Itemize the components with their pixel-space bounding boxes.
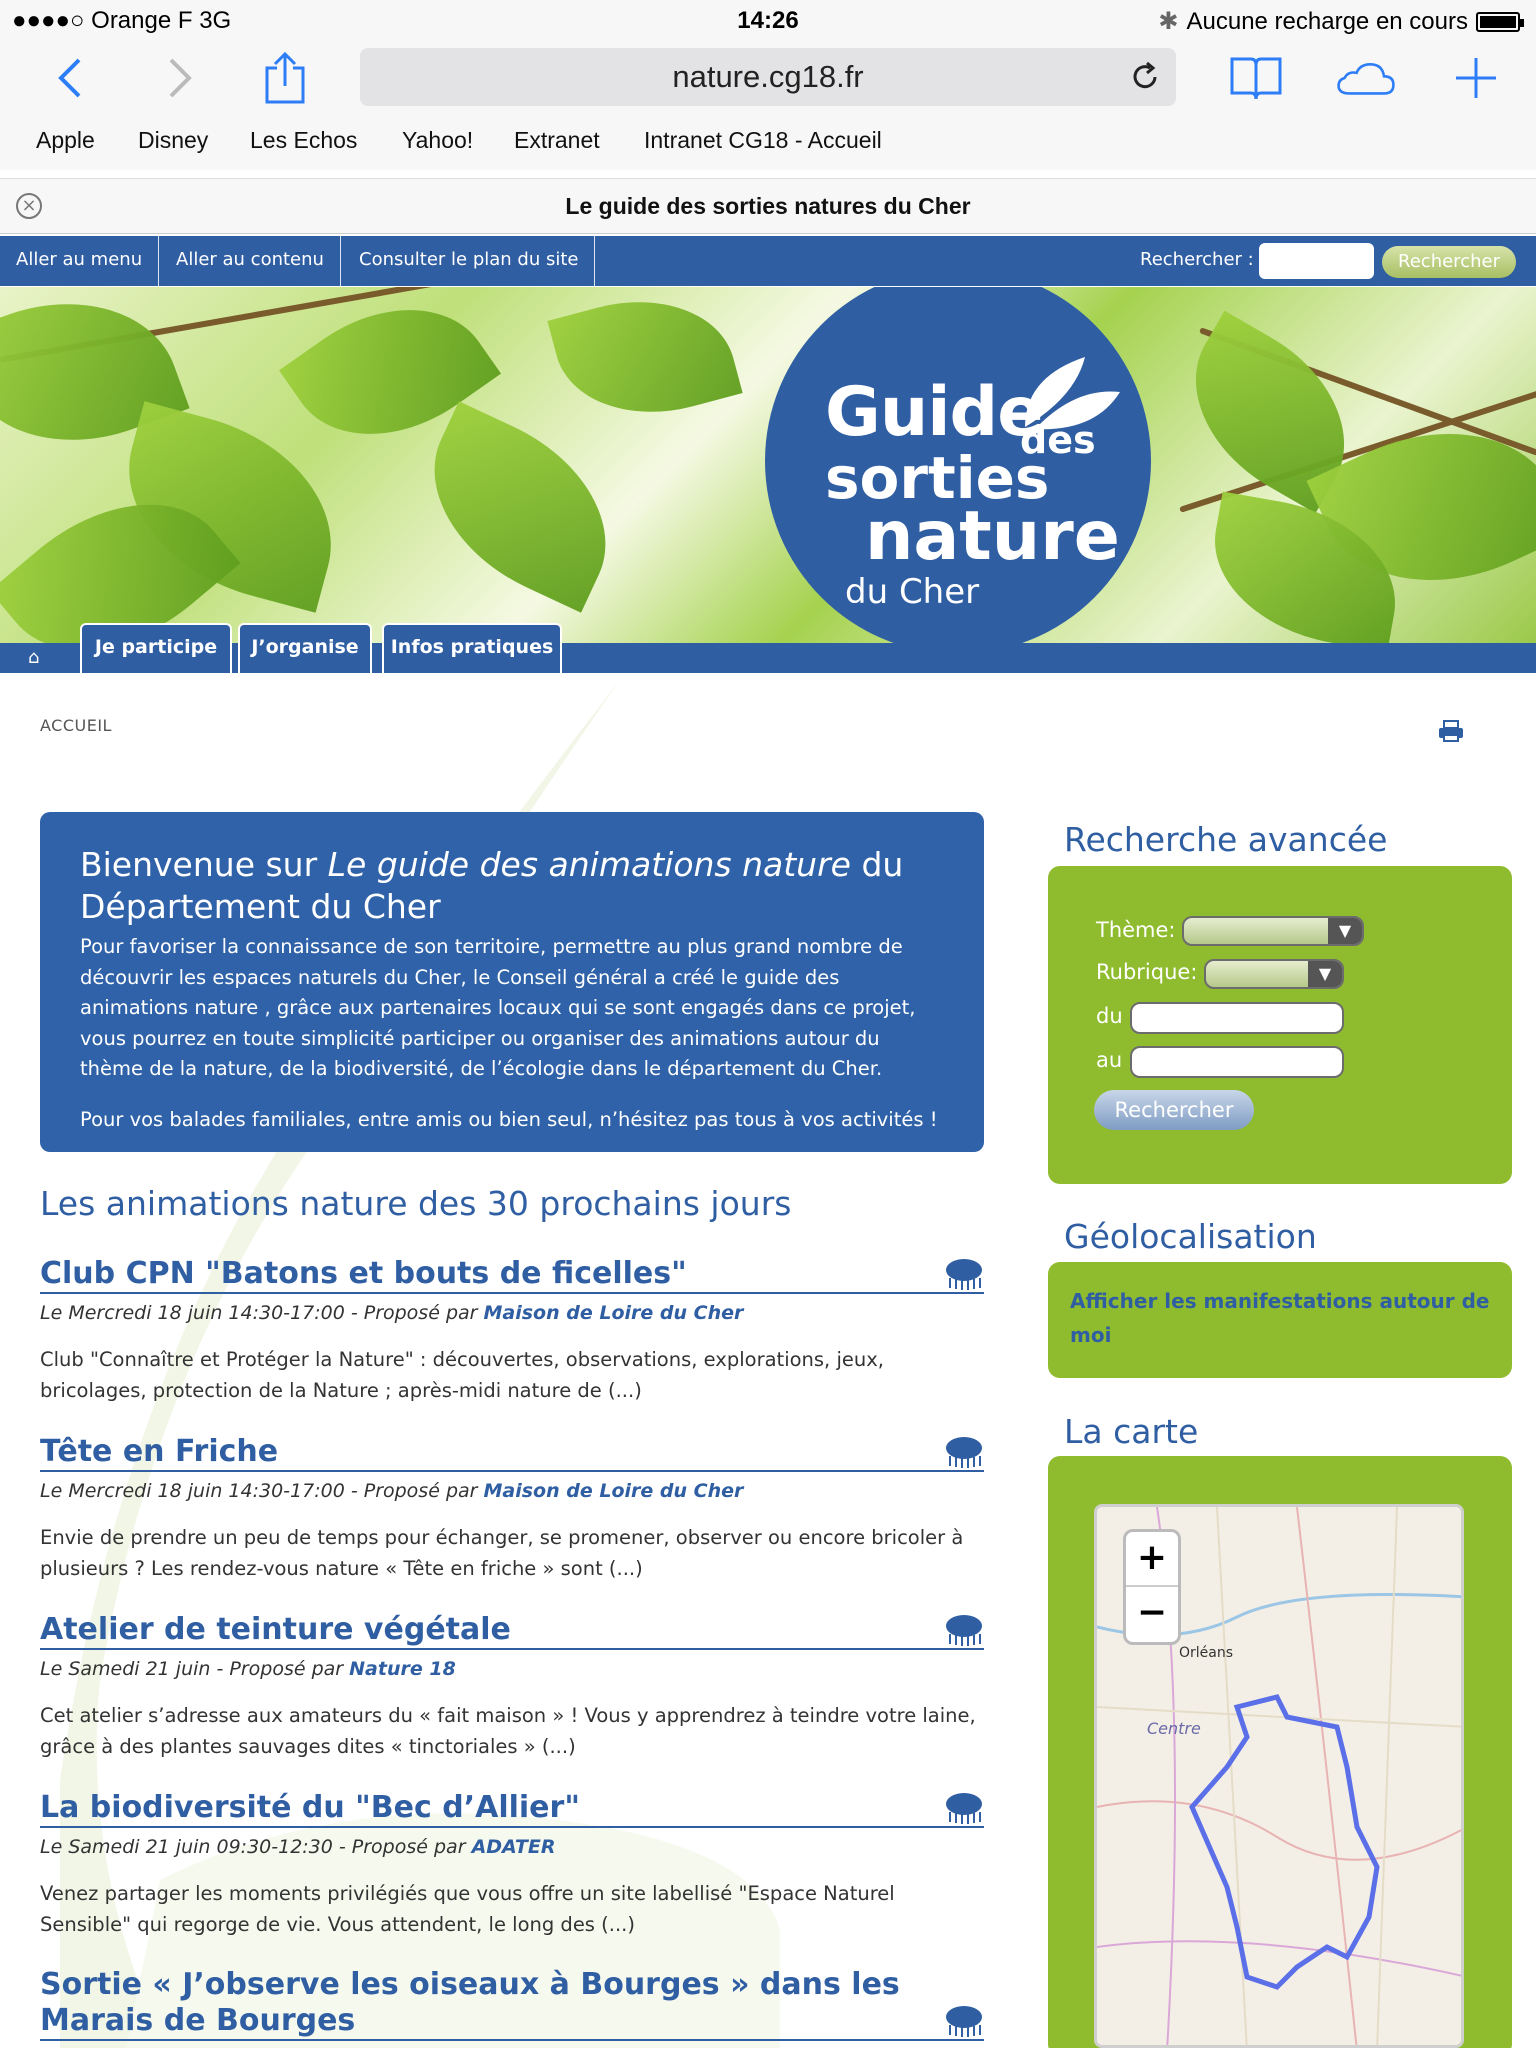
breadcrumb[interactable]: ACCUEIL	[40, 716, 112, 735]
animal-icon	[944, 1434, 984, 1468]
header-banner	[0, 287, 1536, 643]
event-item	[40, 1790, 984, 1940]
map-title: La carte	[1064, 1412, 1199, 1451]
book-icon	[1229, 55, 1283, 101]
event-meta: Le Mercredi 18 juin 14:30-17:00 - Proposé par Maison de Loire du Cher	[40, 1302, 744, 1324]
event-item	[40, 1434, 984, 1584]
status-bar	[0, 0, 1536, 40]
event-item	[40, 1256, 984, 1406]
map-view[interactable]	[1094, 1504, 1464, 2048]
bookmark-disney[interactable]: Disney	[138, 127, 209, 153]
browser-toolbar	[0, 40, 1536, 115]
event-item	[40, 1612, 984, 1762]
carrier-signal: ●●●●○ Orange F 3G	[12, 7, 232, 34]
welcome-outro: Pour vos balades familiales, entre amis ou bien seul, n’hésitez pas tous à vos activités !	[80, 1107, 938, 1131]
event-description: Venez partager les moments privilégiés que vous offre un site labellisé "Espace Naturel Sensible" qui regorge de vie. Vous attendent, le long des (...)	[40, 1882, 895, 1936]
tab-title[interactable]: Le guide des sorties natures du Cher	[565, 193, 971, 219]
battery-icon	[1476, 12, 1520, 32]
bookmarks-button[interactable]	[1226, 50, 1286, 106]
advanced-search-button[interactable]: Rechercher	[1094, 1090, 1254, 1130]
bookmark-apple[interactable]: Apple	[36, 127, 95, 153]
date-from-input[interactable]	[1130, 1002, 1344, 1034]
organizer-link[interactable]: Maison de Loire du Cher	[483, 1302, 744, 1324]
event-title[interactable]: Sortie « J’observe les oiseaux à Bourges » dans les Marais de Bourges	[40, 1967, 984, 2041]
organizer-link[interactable]: Nature 18	[349, 1658, 456, 1680]
chevron-left-icon	[55, 56, 85, 100]
rubrique-select[interactable]	[1204, 959, 1344, 989]
bookmark-yahoo[interactable]: Yahoo!	[402, 127, 474, 153]
close-tab-icon[interactable]: ×	[16, 193, 42, 219]
plus-icon	[1453, 55, 1499, 101]
access-nav	[0, 236, 1536, 286]
url-text: nature.cg18.fr	[672, 59, 864, 94]
tab-infos-pratiques[interactable]: Infos pratiques	[382, 623, 562, 673]
tab-j-organise[interactable]: J’organise	[238, 623, 372, 673]
forward-button[interactable]	[150, 50, 210, 106]
dropdown-arrow-icon: ▼	[1308, 961, 1342, 987]
map-zoom-control	[1123, 1529, 1181, 1645]
date-from-label: du	[1096, 1004, 1123, 1028]
geolocate-link[interactable]: Afficher les manifestations autour de moi	[1070, 1289, 1490, 1347]
address-bar[interactable]	[360, 48, 1176, 106]
animal-icon	[944, 2003, 984, 2037]
animal-icon	[944, 1790, 984, 1824]
chevron-right-icon	[165, 56, 195, 100]
animal-icon	[944, 1612, 984, 1646]
clock: 14:26	[737, 7, 799, 34]
event-item	[40, 1967, 984, 2041]
site-search-button[interactable]: Rechercher	[1382, 246, 1516, 278]
dropdown-arrow-icon: ▼	[1328, 918, 1362, 944]
battery-text: Aucune recharge en cours	[1186, 7, 1468, 35]
events-section-title: Les animations nature des 30 prochains jours	[40, 1184, 792, 1223]
advanced-search-title: Recherche avancée	[1064, 820, 1388, 859]
event-description: Club "Connaître et Protéger la Nature" : découvertes, observations, explorations, jeux, bricolages, protection de la Nature ; après-midi nature de (...)	[40, 1348, 884, 1402]
event-description: Envie de prendre un peu de temps pour échanger, se promener, observer ou encore bricoler à plusieurs ? Les rendez-vous nature « Tête en friche » sont (...)	[40, 1526, 964, 1580]
share-button[interactable]	[255, 50, 315, 106]
rubrique-label: Rubrique:	[1096, 960, 1198, 984]
skip-to-content-link[interactable]: Aller au contenu	[160, 236, 341, 286]
print-icon[interactable]	[1438, 720, 1464, 742]
map-city-label: Orléans	[1179, 1645, 1234, 1661]
bluetooth-icon: ✱	[1158, 8, 1179, 35]
welcome-title: Bienvenue sur Le guide des animations nature du Département du Cher	[80, 845, 904, 926]
organizer-link[interactable]: ADATER	[471, 1836, 556, 1858]
tab-je-participe[interactable]: Je participe	[80, 623, 232, 673]
back-button[interactable]	[40, 50, 100, 106]
icloud-tabs-button[interactable]	[1336, 50, 1396, 106]
bookmark-extranet[interactable]: Extranet	[514, 127, 600, 153]
event-title[interactable]: Atelier de teinture végétale	[40, 1612, 984, 1650]
logo-text: Guide des sorties nature du Cher	[825, 373, 1120, 612]
cloud-icon	[1336, 56, 1396, 100]
sitemap-link[interactable]: Consulter le plan du site	[343, 236, 595, 286]
tab-bar	[0, 178, 1536, 234]
event-title[interactable]: Club CPN "Batons et bouts de ficelles"	[40, 1256, 984, 1294]
bookmark-intranet[interactable]: Intranet CG18 - Accueil	[644, 127, 882, 153]
advanced-search-box	[1048, 866, 1512, 1184]
new-tab-button[interactable]	[1446, 50, 1506, 106]
organizer-link[interactable]: Maison de Loire du Cher	[483, 1480, 744, 1502]
welcome-intro: Pour favoriser la connaissance de son territoire, permettre au plus grand nombre de découvrir les espaces naturels du Cher, le Conseil général a créé le guide des animations nature , grâce aux partenaires locaux qui se sont engagés dans ce projet, vous pourrez en toute simplicité participer ou organiser des animations autour du thème de la nature, de la biodiversité, de l’écologie dans le département du Cher.	[80, 935, 916, 1080]
bookmark-les-echos[interactable]: Les Echos	[250, 127, 358, 153]
geolocation-title: Géolocalisation	[1064, 1217, 1317, 1256]
event-title[interactable]: Tête en Friche	[40, 1434, 984, 1472]
theme-label: Thème:	[1096, 918, 1176, 942]
reload-icon[interactable]	[1128, 60, 1162, 94]
animal-icon	[944, 1256, 984, 1290]
site-search-label: Rechercher :	[1140, 249, 1254, 270]
event-meta: Le Samedi 21 juin 09:30-12:30 - Proposé par ADATER	[40, 1836, 556, 1858]
home-icon[interactable]: ⌂	[28, 647, 40, 668]
welcome-box	[40, 812, 984, 1152]
geolocation-box	[1048, 1262, 1512, 1378]
map-region-label: Centre	[1147, 1719, 1201, 1738]
theme-select[interactable]	[1182, 916, 1364, 946]
event-meta: Le Mercredi 18 juin 14:30-17:00 - Proposé par Maison de Loire du Cher	[40, 1480, 744, 1502]
event-title[interactable]: La biodiversité du "Bec d’Allier"	[40, 1790, 984, 1828]
date-to-input[interactable]	[1130, 1046, 1344, 1078]
event-meta: Le Samedi 21 juin - Proposé par Nature 18	[40, 1658, 456, 1680]
zoom-out-button[interactable]: −	[1136, 1592, 1168, 1633]
share-icon	[263, 52, 307, 104]
site-search-input[interactable]	[1259, 243, 1374, 279]
skip-to-menu-link[interactable]: Aller au menu	[0, 236, 159, 286]
bookmarks-bar	[0, 115, 1536, 170]
event-description: Cet atelier s’adresse aux amateurs du « fait maison » ! Vous y apprendrez à teindre votre laine, grâce à des plantes sauvages dites « tinctoriales » (...)	[40, 1704, 976, 1758]
battery-status	[1158, 7, 1520, 36]
date-to-label: au	[1096, 1048, 1123, 1072]
zoom-in-button[interactable]: +	[1126, 1532, 1178, 1587]
